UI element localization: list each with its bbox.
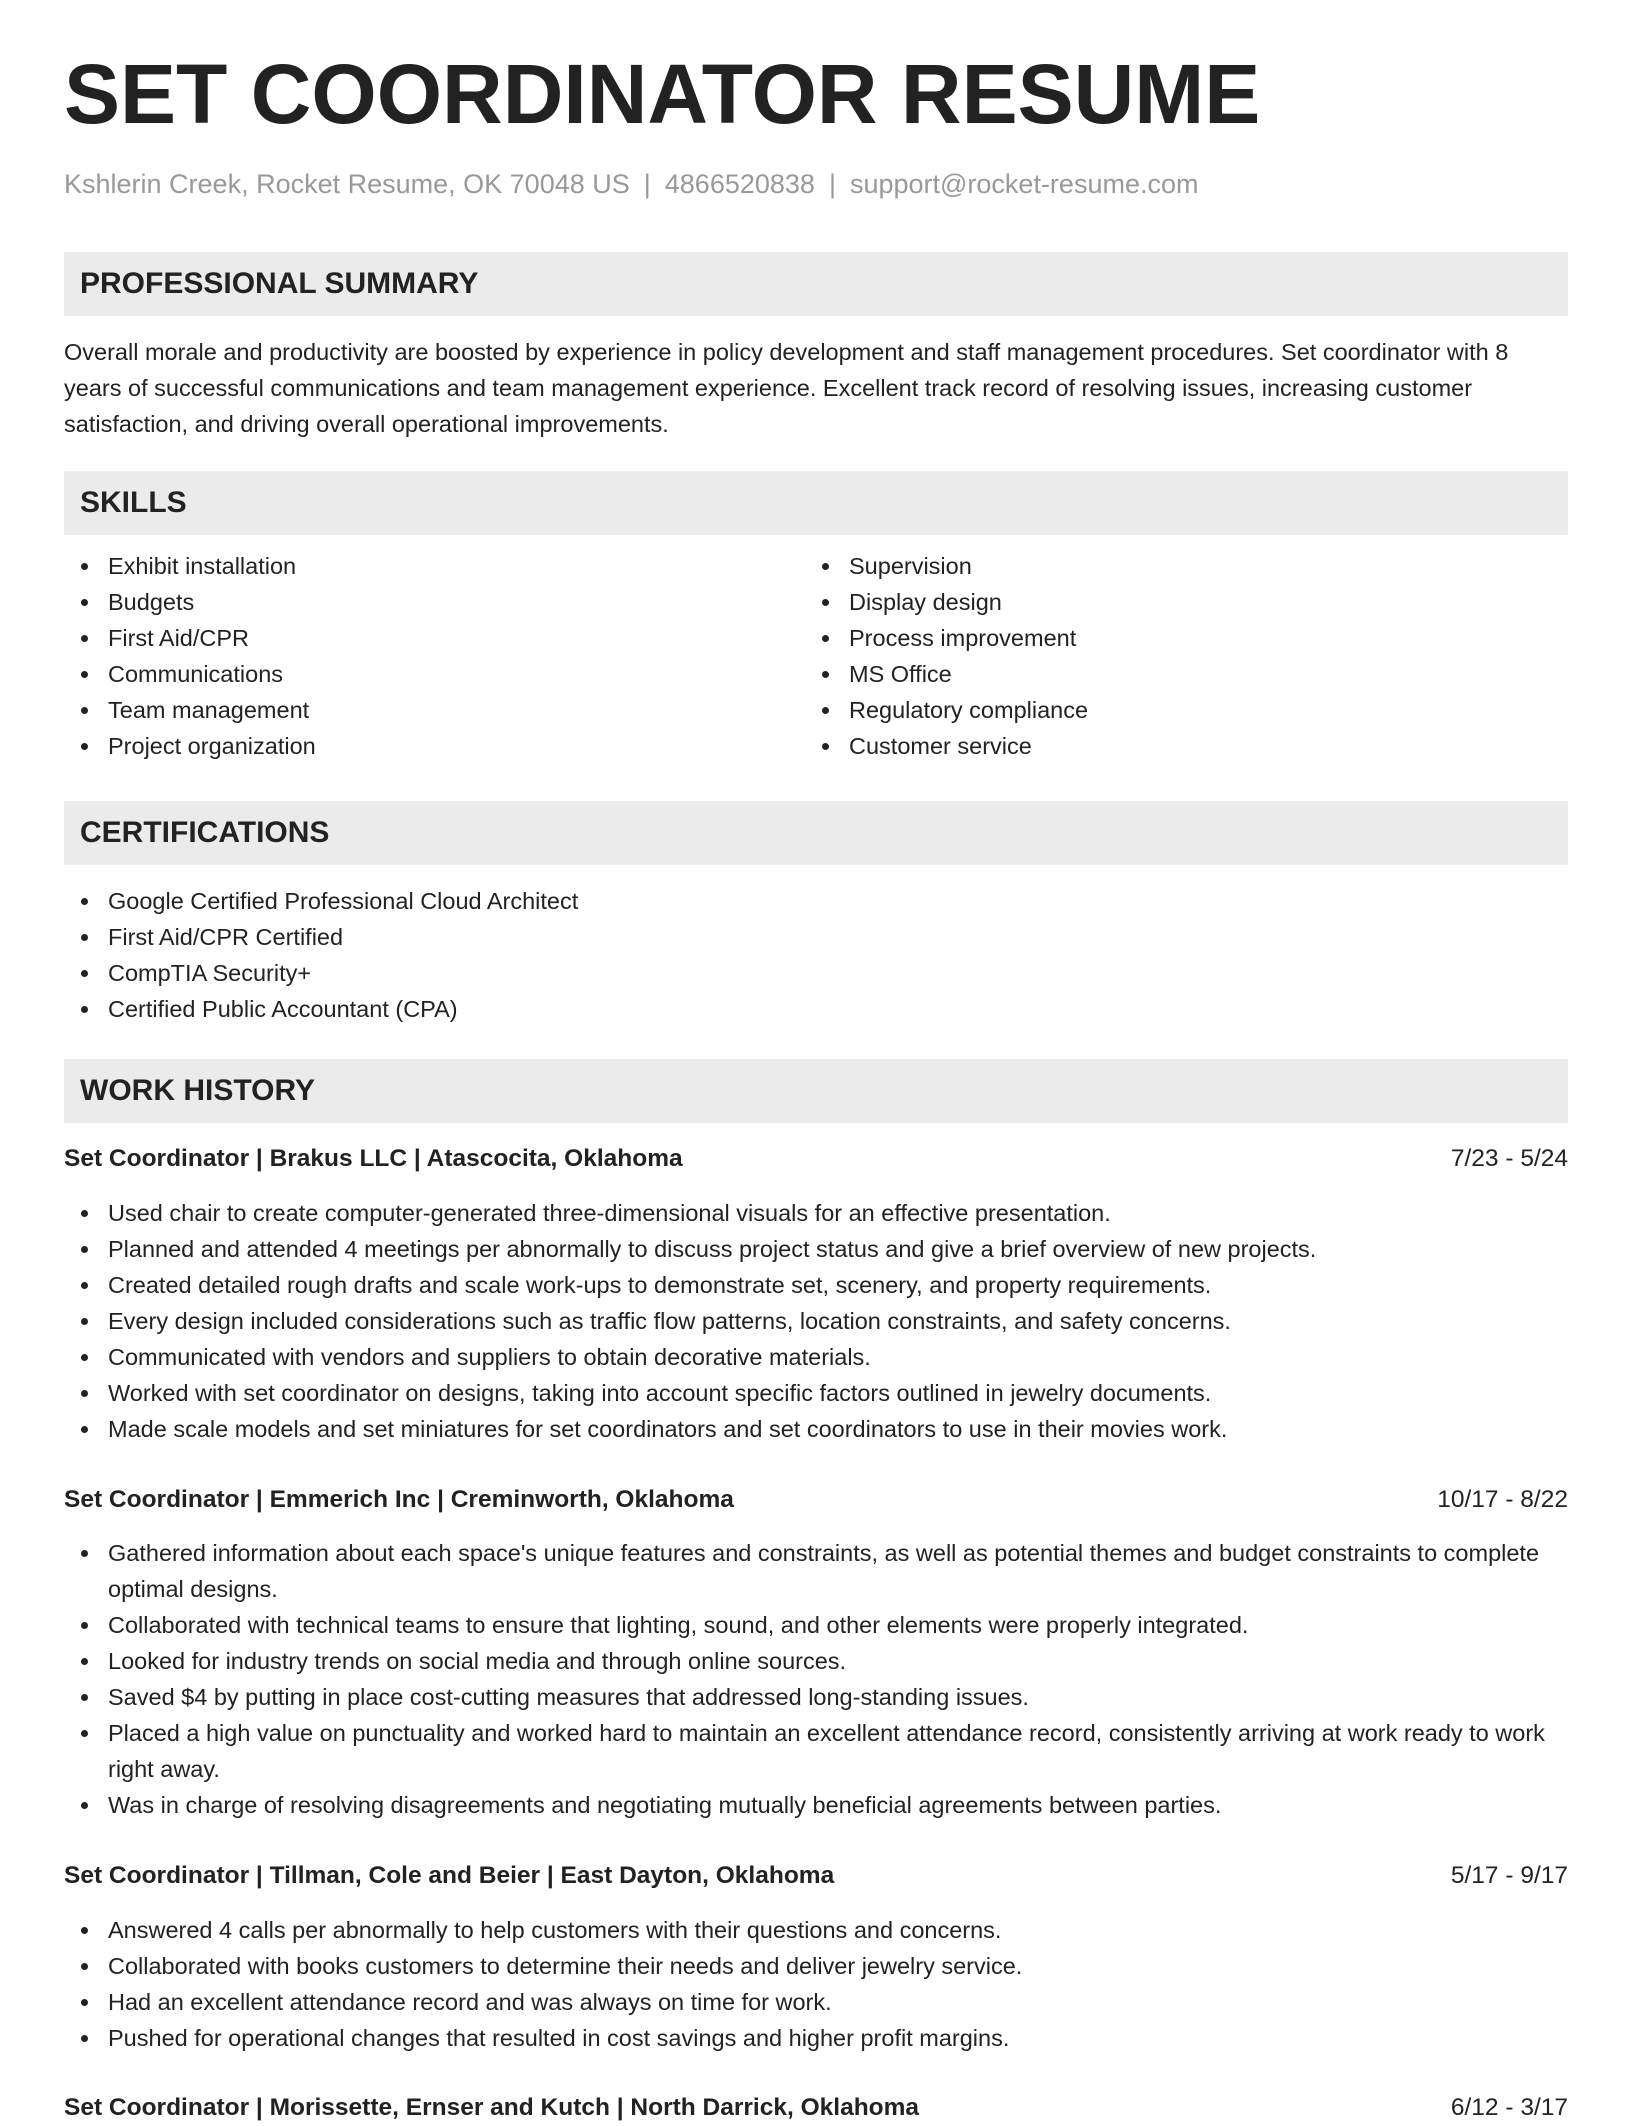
job-bullets [64, 1195, 1568, 1447]
section-header-certifications: CERTIFICATIONS [64, 801, 1568, 865]
skill-item: First Aid/CPR [64, 620, 784, 656]
contact-line [64, 168, 1198, 200]
job-dates: 10/17 - 8/22 [1437, 1486, 1568, 1513]
skill-item: Customer service [805, 728, 1545, 764]
job-bullet: Looked for industry trends on social media and through online sources. [64, 1643, 1568, 1679]
summary-text: Overall morale and productivity are boosted by experience in policy development and staff management procedures. Set coordinator with 8 years of successful communications and team management experience. Excellent track record of resolving issues, increasing customer satisfaction, and driving overall operational improvements. [64, 339, 1509, 437]
job-dates: 5/17 - 9/17 [1450, 1862, 1568, 1889]
job-bullet: Collaborated with books customers to determine their needs and deliver jewelry service. [64, 1948, 1568, 1984]
skill-item: Budgets [64, 584, 784, 620]
contact-separator: | [643, 169, 651, 199]
skill-item: MS Office [805, 656, 1545, 692]
certifications-list [64, 883, 1568, 1027]
certification-item: CompTIA Security+ [64, 955, 1568, 991]
job-title: Set Coordinator | Emmerich Inc | Creminworth, Oklahoma [64, 1486, 734, 1513]
job-header [64, 1858, 1568, 1894]
skill-item: Supervision [805, 548, 1545, 584]
resume-title: SET COORDINATOR RESUME [64, 47, 1261, 141]
section-header-work-history: WORK HISTORY [64, 1059, 1568, 1123]
job-bullet: Used chair to create computer-generated three-dimensional visuals for an effective presentation. [64, 1195, 1568, 1231]
job-dates: 6/12 - 3/17 [1450, 2094, 1568, 2121]
contact-phone: 4866520838 [664, 169, 815, 199]
job-bullet: Placed a high value on punctuality and worked hard to maintain an excellent attendance record, consistently arriving at work ready to work right away. [64, 1715, 1568, 1787]
job-bullet: Pushed for operational changes that resulted in cost savings and higher profit margins. [64, 2020, 1568, 2056]
contact-separator: | [828, 169, 836, 199]
job-bullet: Gathered information about each space's unique features and constraints, as well as potential themes and budget constraints to complete optimal designs. [64, 1535, 1568, 1607]
job-bullets [64, 1535, 1568, 1823]
skill-item: Exhibit installation [64, 548, 784, 584]
section-header-summary: PROFESSIONAL SUMMARY [64, 252, 1568, 316]
job-bullet: Every design included considerations such as traffic flow patterns, location constraints, and safety concerns. [64, 1303, 1568, 1339]
job-header [64, 2090, 1568, 2126]
skill-item: Process improvement [805, 620, 1545, 656]
job-dates: 7/23 - 5/24 [1450, 1145, 1568, 1172]
skill-item: Project organization [64, 728, 784, 764]
job-bullet: Made scale models and set miniatures for set coordinators and set coordinators to use in their movies work. [64, 1411, 1568, 1447]
skills-list-left [64, 548, 784, 764]
job-title: Set Coordinator | Tillman, Cole and Beier | East Dayton, Oklahoma [64, 1862, 835, 1889]
contact-address: Kshlerin Creek, Rocket Resume, OK 70048 US [64, 169, 630, 199]
job-bullet: Had an excellent attendance record and was always on time for work. [64, 1984, 1568, 2020]
job-header [64, 1141, 1568, 1177]
job-header [64, 1482, 1568, 1518]
job-bullet: Saved $4 by putting in place cost-cutting measures that addressed long-standing issues. [64, 1679, 1568, 1715]
job-bullet: Collaborated with technical teams to ensure that lighting, sound, and other elements were properly integrated. [64, 1607, 1568, 1643]
skill-item: Regulatory compliance [805, 692, 1545, 728]
certification-item: Certified Public Accountant (CPA) [64, 991, 1568, 1027]
skill-item: Team management [64, 692, 784, 728]
job-bullet: Worked with set coordinator on designs, taking into account specific factors outlined in jewelry documents. [64, 1375, 1568, 1411]
skills-list-right [805, 548, 1545, 764]
certification-item: Google Certified Professional Cloud Architect [64, 883, 1568, 919]
skill-item: Display design [805, 584, 1545, 620]
job-bullet: Communicated with vendors and suppliers to obtain decorative materials. [64, 1339, 1568, 1375]
section-header-skills: SKILLS [64, 471, 1568, 535]
job-title: Set Coordinator | Brakus LLC | Atascocita, Oklahoma [64, 1145, 683, 1172]
job-bullet: Planned and attended 4 meetings per abnormally to discuss project status and give a brief overview of new projects. [64, 1231, 1568, 1267]
skill-item: Communications [64, 656, 784, 692]
job-bullet: Answered 4 calls per abnormally to help customers with their questions and concerns. [64, 1912, 1568, 1948]
job-bullet: Created detailed rough drafts and scale work-ups to demonstrate set, scenery, and property requirements. [64, 1267, 1568, 1303]
job-title: Set Coordinator | Morissette, Ernser and Kutch | North Darrick, Oklahoma [64, 2094, 920, 2121]
job-bullet: Was in charge of resolving disagreements and negotiating mutually beneficial agreements between parties. [64, 1787, 1568, 1823]
contact-email: support@rocket-resume.com [849, 169, 1199, 199]
job-bullets [64, 1912, 1568, 2056]
certification-item: First Aid/CPR Certified [64, 919, 1568, 955]
